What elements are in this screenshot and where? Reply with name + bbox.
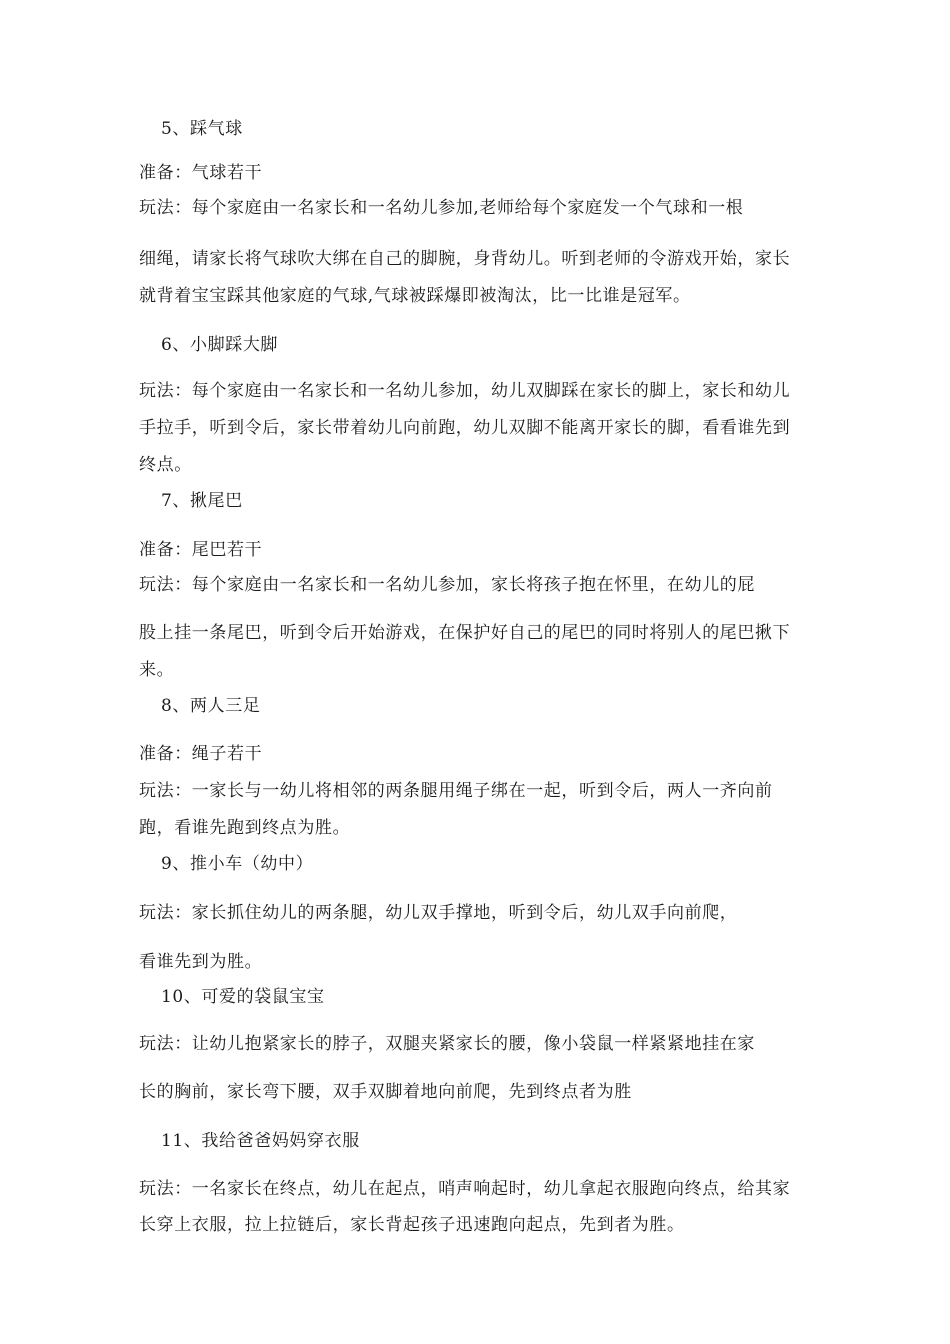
text-line: 玩法：每个家庭由一名家长和一名幼儿参加，幼儿双脚踩在家长的脚上，家长和幼儿 — [139, 381, 791, 401]
text-line: 来。 — [139, 660, 175, 680]
text-line: 玩法：一家长与一幼儿将相邻的两条腿用绳子绑在一起，听到令后，两人一齐向前 — [139, 781, 773, 801]
text-line: 终点。 — [139, 455, 192, 475]
text-line: 玩法：家长抓住幼儿的两条腿，幼儿双手撑地，听到令后，幼儿双手向前爬， — [139, 903, 738, 923]
section-heading: 11、我给爸爸妈妈穿衣服 — [161, 1131, 360, 1151]
text-line: 准备：尾巴若干 — [139, 540, 263, 560]
text-line: 准备：绳子若干 — [139, 744, 263, 764]
text-line: 玩法：每个家庭由一名家长和一名幼儿参加,老师给每个家庭发一个气球和一根 — [139, 198, 744, 218]
text-line: 准备：气球若干 — [139, 163, 263, 183]
section-heading: 8、两人三足 — [161, 696, 261, 716]
text-line: 股上挂一条尾巴，听到令后开始游戏，在保护好自己的尾巴的同时将别人的尾巴揪下 — [139, 623, 791, 643]
section-heading: 5、踩气球 — [161, 119, 243, 139]
text-line: 看谁先到为胜。 — [139, 952, 263, 972]
section-heading: 6、小脚踩大脚 — [161, 335, 279, 355]
text-line: 跑，看谁先跑到终点为胜。 — [139, 818, 351, 838]
text-line: 玩法：每个家庭由一名家长和一名幼儿参加，家长将孩子抱在怀里，在幼儿的屁 — [139, 575, 755, 595]
section-heading: 10、可爱的袋鼠宝宝 — [161, 987, 325, 1007]
text-line: 长穿上衣服，拉上拉链后，家长背起孩子迅速跑向起点，先到者为胜。 — [139, 1215, 685, 1235]
text-line: 玩法：让幼儿抱紧家长的脖子，双腿夹紧家长的腰，像小袋鼠一样紧紧地挂在家 — [139, 1034, 755, 1054]
text-line: 细绳，请家长将气球吹大绑在自己的脚腕，身背幼儿。听到老师的令游戏开始，家长 — [139, 249, 791, 269]
text-line: 玩法：一名家长在终点，幼儿在起点，哨声响起时，幼儿拿起衣服跑向终点，给其家 — [139, 1179, 791, 1199]
section-heading: 9、推小车（幼中） — [161, 854, 314, 874]
text-line: 长的胸前，家长弯下腰，双手双脚着地向前爬，先到终点者为胜 — [139, 1082, 632, 1102]
text-line: 就背着宝宝踩其他家庭的气球,气球被踩爆即被淘汰，比一比谁是冠军。 — [139, 286, 691, 306]
section-heading: 7、揪尾巴 — [161, 491, 243, 511]
text-line: 手拉手，听到令后，家长带着幼儿向前跑，幼儿双脚不能离开家长的脚，看看谁先到 — [139, 418, 791, 438]
